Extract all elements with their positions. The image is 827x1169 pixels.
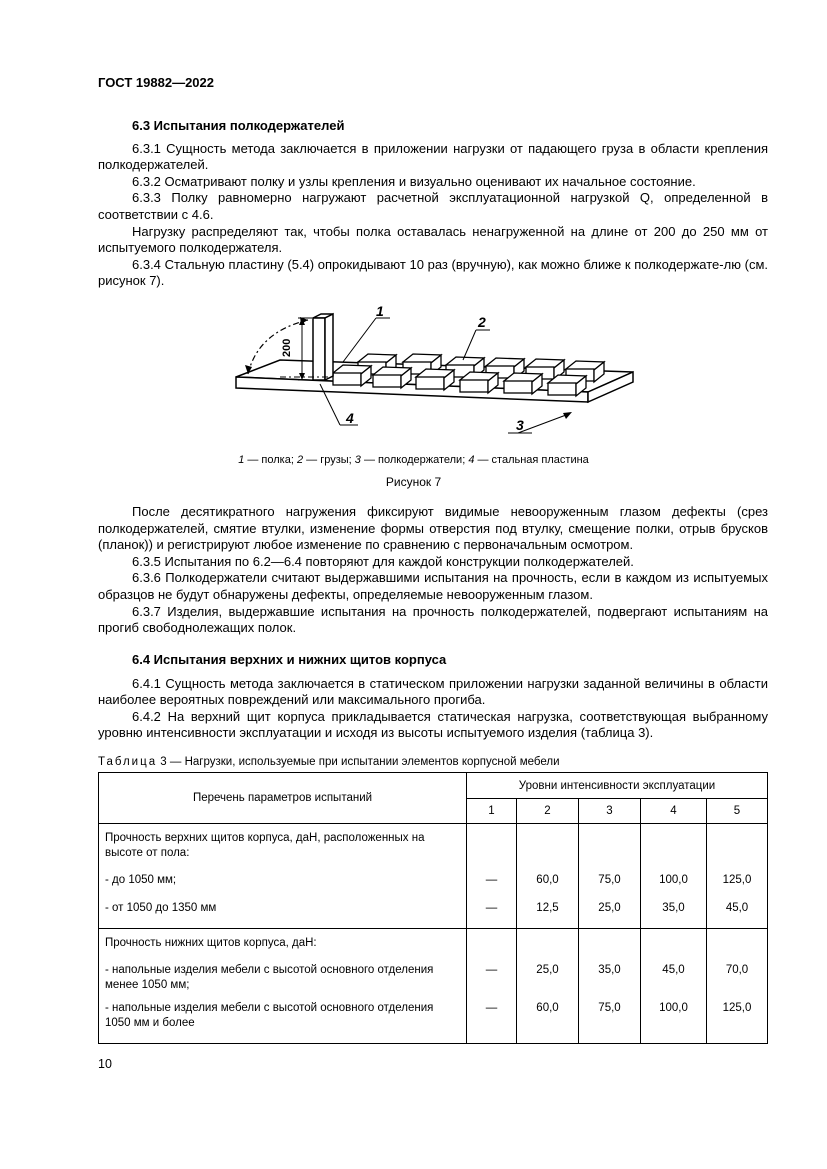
param-cell [99, 929, 467, 1044]
paragraph: 6.3.7 Изделия, выдержавшие испытания на прочность полкодержателей, подвергают испытаниям на прогиб свободнолежащих полок. [98, 603, 768, 636]
value-cell: 25,0 60,0 [517, 929, 579, 1044]
value-cell: 70,0 125,0 [707, 929, 768, 1044]
legend-num: 1 [238, 454, 245, 466]
header-levels: Уровни интенсивности эксплуатации [467, 773, 768, 799]
legend-text: — полка; [244, 454, 297, 466]
page-number: 10 [98, 1057, 112, 1071]
level-header: 1 [467, 799, 517, 824]
value-cell: — — [467, 824, 517, 929]
value-cell: — — [467, 929, 517, 1044]
paragraph: 6.3.6 Полкодержатели считают выдержавшими испытания на прочность, если в каждом из испытуемых образцов не будут обнаружены дефекты, определяемые невооруженным глазом. [98, 570, 768, 602]
table-row [99, 824, 768, 929]
value-cell: 125,0 45,0 [707, 824, 768, 929]
value-cell: 35,0 75,0 [579, 929, 641, 1044]
level-header: 2 [517, 799, 579, 824]
value-cell: 75,0 25,0 [579, 824, 641, 929]
row-label: - до 1050 мм; [105, 874, 177, 886]
loads-table [98, 772, 768, 1044]
label-4: 4 [346, 410, 354, 426]
figure-title: Рисунок 7 [385, 475, 442, 489]
steel-plate [313, 314, 333, 380]
legend-text: — полкодержатели; [360, 454, 469, 466]
legend-text: — грузы; [303, 454, 355, 466]
paragraph: 6.3.1 Сущность метода заключается в приложении нагрузки от падающего груза в области крепления полкодержателей. [98, 140, 768, 173]
label-3: 3 [516, 417, 524, 433]
legend-num: 4 [468, 454, 475, 466]
document-header: ГОСТ 19882—2022 [98, 75, 214, 90]
legend-text: — стальная пластина [474, 454, 589, 466]
paragraph: 6.4.1 Сущность метода заключается в статическом приложении нагрузки заданной величины в области наиболее вероятных повреждений или максимального прогиба. [98, 675, 768, 708]
header-param: Перечень параметров испытаний [99, 773, 467, 824]
level-header: 5 [707, 799, 768, 824]
row-label: - от 1050 до 1350 мм [105, 902, 217, 914]
paragraph: После десятикратного нагружения фиксируют видимые невооруженным глазом дефекты (срез полкодержателей, смятие втулки, изменение формы отверстия под втулку, смещение полки, отрыв брусков (планок)) и регистрируют любое изменение по сравнению с первоначальным осмотром. [98, 504, 768, 553]
paragraph: 6.3.3 Полку равномерно нагружают расчетной эксплуатационной нагрузкой Q, определенной в соответствии с 4.6. [98, 190, 768, 222]
figure-legend [0, 454, 827, 466]
section-6-4 [98, 652, 768, 742]
figure-7-drawing [228, 302, 638, 442]
section-6-3 [98, 118, 768, 290]
table-row [99, 929, 768, 1044]
section-heading: 6.3 Испытания полкодержателей [132, 118, 345, 133]
row-label: - напольные изделия мебели с высотой основного отделения 1050 мм и более [105, 1002, 434, 1029]
paragraph: 6.3.4 Стальную пластину (5.4) опрокидывают 10 раз (вручную), как можно ближе к полкодержате-лю (см. рисунок 7). [98, 256, 768, 289]
paragraph: 6.4.2 На верхний щит корпуса прикладывается статическая нагрузка, соответствующая выбранному уровню интенсивности эксплуатации и исходя из высоты испытуемого изделия (таблица 3). [98, 708, 768, 741]
after-figure-text [98, 504, 768, 637]
table-title-prefix: Таблица [98, 756, 158, 768]
label-2: 2 [478, 314, 486, 330]
label-1: 1 [376, 303, 384, 319]
legend-num: 3 [354, 454, 361, 466]
param-cell [99, 824, 467, 929]
level-header: 3 [579, 799, 641, 824]
paragraph: 6.3.5 Испытания по 6.2—6.4 повторяют для каждой конструкции полкодержателей. [132, 553, 634, 569]
legend-num: 2 [296, 454, 304, 466]
level-header: 4 [641, 799, 707, 824]
paragraph: Нагрузку распределяют так, чтобы полка оставалась ненагруженной на длине от 200 до 250 мм от испытуемого полкодержателя. [98, 223, 768, 256]
paragraph: 6.3.2 Осматривают полку и узлы крепления и визуально оценивают их начальное состояние. [132, 173, 696, 189]
value-cell: 60,0 12,5 [517, 824, 579, 929]
table-title [98, 756, 560, 768]
value-cell: 100,0 35,0 [641, 824, 707, 929]
group-title: Прочность нижних щитов корпуса, даН: [105, 937, 317, 949]
value-cell: 45,0 100,0 [641, 929, 707, 1044]
section-heading: 6.4 Испытания верхних и нижних щитов корпуса [132, 652, 447, 667]
group-title: Прочность верхних щитов корпуса, даН, расположенных на высоте от пола: [105, 832, 425, 859]
table-title-text: 3 — Нагрузки, используемые при испытании элементов корпусной мебели [157, 756, 560, 768]
dimension-label: 200 [281, 338, 293, 357]
row-label: - напольные изделия мебели с высотой основного отделения менее 1050 мм; [105, 964, 434, 991]
